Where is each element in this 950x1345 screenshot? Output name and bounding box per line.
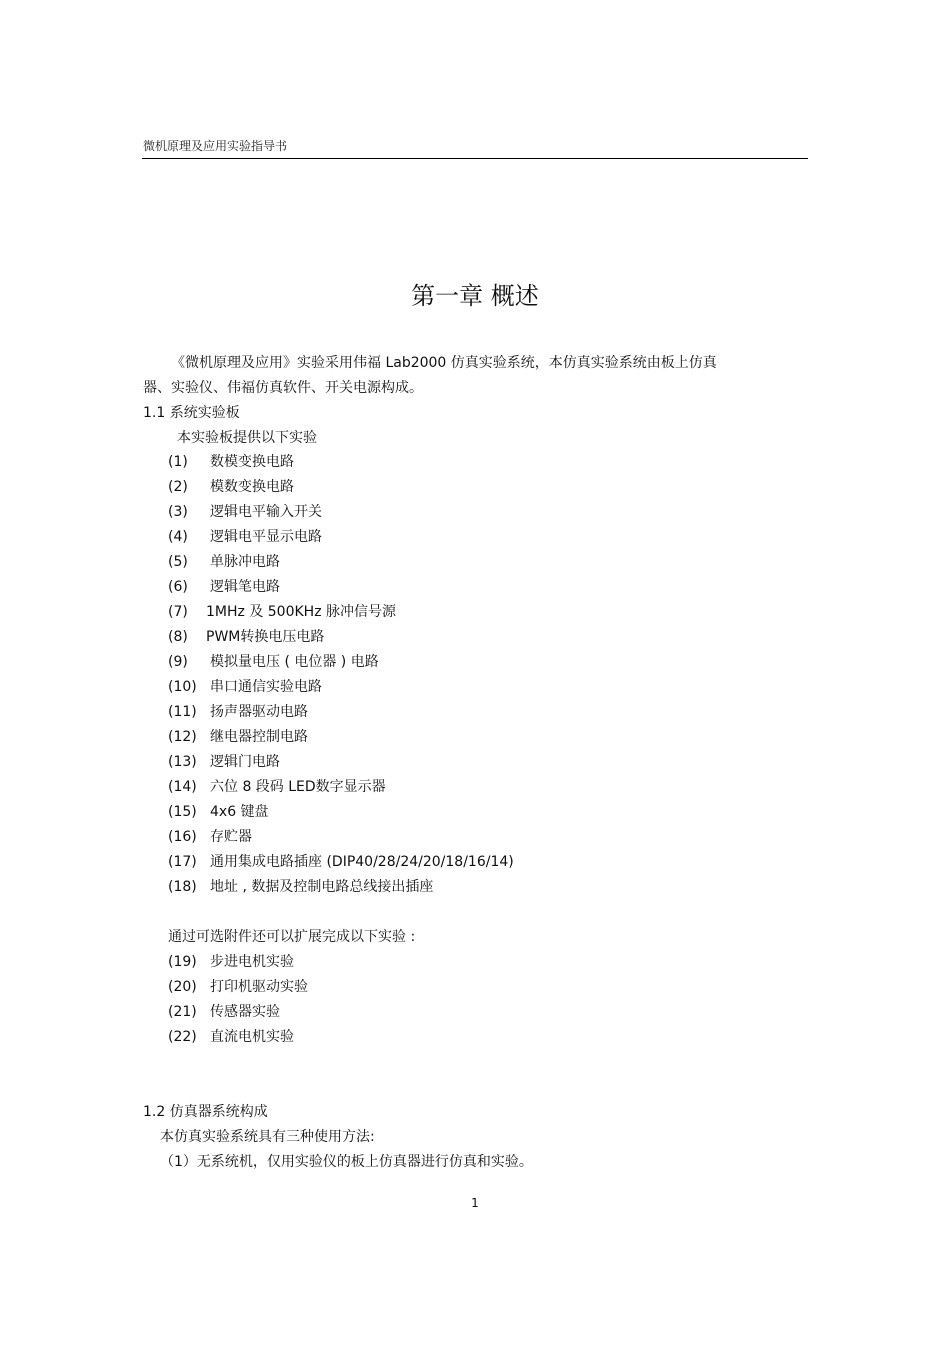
item-number: (10) — [168, 679, 197, 695]
item-text: 4x6 键盘 — [210, 804, 269, 820]
item-number: (12) — [168, 729, 197, 745]
item-number: (18) — [168, 879, 197, 895]
item-number: (1) — [168, 454, 188, 470]
list-item — [168, 652, 379, 672]
item-text: 存贮器 — [210, 829, 252, 845]
list-item — [168, 752, 280, 772]
item-text: 模拟量电压 ( 电位器 ) 电路 — [210, 654, 379, 670]
list-item — [168, 1002, 280, 1022]
item-number: (19) — [168, 954, 197, 970]
item-number: (2) — [168, 479, 188, 495]
header-divider — [142, 158, 808, 159]
item-text: 扬声器驱动电路 — [210, 704, 308, 720]
item-number: (5) — [168, 554, 188, 570]
item-number: (16) — [168, 829, 197, 845]
section-1-2-paragraph: 本仿真实验系统具有三种使用方法: — [160, 1129, 375, 1145]
item-text: 逻辑笔电路 — [210, 579, 280, 595]
item-text: 数模变换电路 — [210, 454, 294, 470]
item-number: (6) — [168, 579, 188, 595]
running-header: 微机原理及应用实验指导书 — [143, 139, 288, 153]
item-number: (3) — [168, 504, 188, 520]
list-item — [168, 677, 322, 697]
item-number: (20) — [168, 979, 197, 995]
item-number: (11) — [168, 704, 197, 720]
item-number: (8) — [168, 629, 188, 645]
list-item — [168, 952, 294, 972]
item-number: (9) — [168, 654, 188, 670]
list-item — [168, 727, 308, 747]
item-text: 打印机驱动实验 — [210, 979, 308, 995]
list-item — [168, 527, 322, 547]
item-number: (17) — [168, 854, 197, 870]
item-text: 1MHz 及 500KHz 脉冲信号源 — [206, 604, 396, 620]
section-heading-1-2: 1.2 仿真器系统构成 — [143, 1104, 268, 1120]
item-text: 逻辑电平显示电路 — [210, 529, 322, 545]
chapter-title: 第一章 概述 — [411, 282, 539, 310]
item-text: 直流电机实验 — [210, 1029, 294, 1045]
list-item — [168, 627, 324, 647]
item-text: 步进电机实验 — [210, 954, 294, 970]
list-item — [168, 852, 514, 872]
list-item — [168, 502, 322, 522]
list-item — [168, 477, 294, 497]
item-number: (21) — [168, 1004, 197, 1020]
list-item — [168, 802, 269, 822]
item-number: (22) — [168, 1029, 197, 1045]
section-1-1-lead: 本实验板提供以下实验 — [177, 430, 317, 446]
section-heading-1-1: 1.1 系统实验板 — [143, 405, 240, 421]
intro-line-2: 器、实验仪、伟福仿真软件、开关电源构成。 — [143, 380, 423, 396]
list-item — [168, 452, 294, 472]
item-text: 传感器实验 — [210, 1004, 280, 1020]
list-item — [168, 777, 386, 797]
list-item — [168, 977, 308, 997]
list-item — [168, 577, 280, 597]
item-number: (13) — [168, 754, 197, 770]
list-item — [168, 1027, 294, 1047]
item-text: 继电器控制电路 — [210, 729, 308, 745]
item-text: 单脉冲电路 — [210, 554, 280, 570]
page-number: 1 — [471, 1196, 479, 1210]
item-text: 逻辑门电路 — [210, 754, 280, 770]
item-number: (7) — [168, 604, 188, 620]
item-number: (14) — [168, 779, 197, 795]
item-text: 通用集成电路插座 (DIP40/28/24/20/18/16/14) — [210, 854, 514, 870]
list-item — [168, 552, 280, 572]
usage-method-1: （1）无系统机，仅用实验仪的板上仿真器进行仿真和实验。 — [160, 1154, 533, 1170]
list-item — [168, 827, 252, 847]
item-number: (15) — [168, 804, 197, 820]
item-text: PWM转换电压电路 — [206, 629, 325, 645]
item-text: 串口通信实验电路 — [210, 679, 322, 695]
item-text: 逻辑电平输入开关 — [210, 504, 322, 520]
intro-line-1: 《微机原理及应用》实验采用伟福 Lab2000 仿真实验系统，本仿真实验系统由板上仿真 — [171, 355, 717, 371]
list-item — [168, 877, 433, 897]
list-item — [168, 702, 308, 722]
item-text: 地址 , 数据及控制电路总线接出插座 — [210, 879, 434, 895]
list-item — [168, 602, 396, 622]
item-text: 模数变换电路 — [210, 479, 294, 495]
item-number: (4) — [168, 529, 188, 545]
extension-lead: 通过可选附件还可以扩展完成以下实验 : — [168, 929, 416, 945]
item-text: 六位 8 段码 LED数字显示器 — [210, 779, 386, 795]
